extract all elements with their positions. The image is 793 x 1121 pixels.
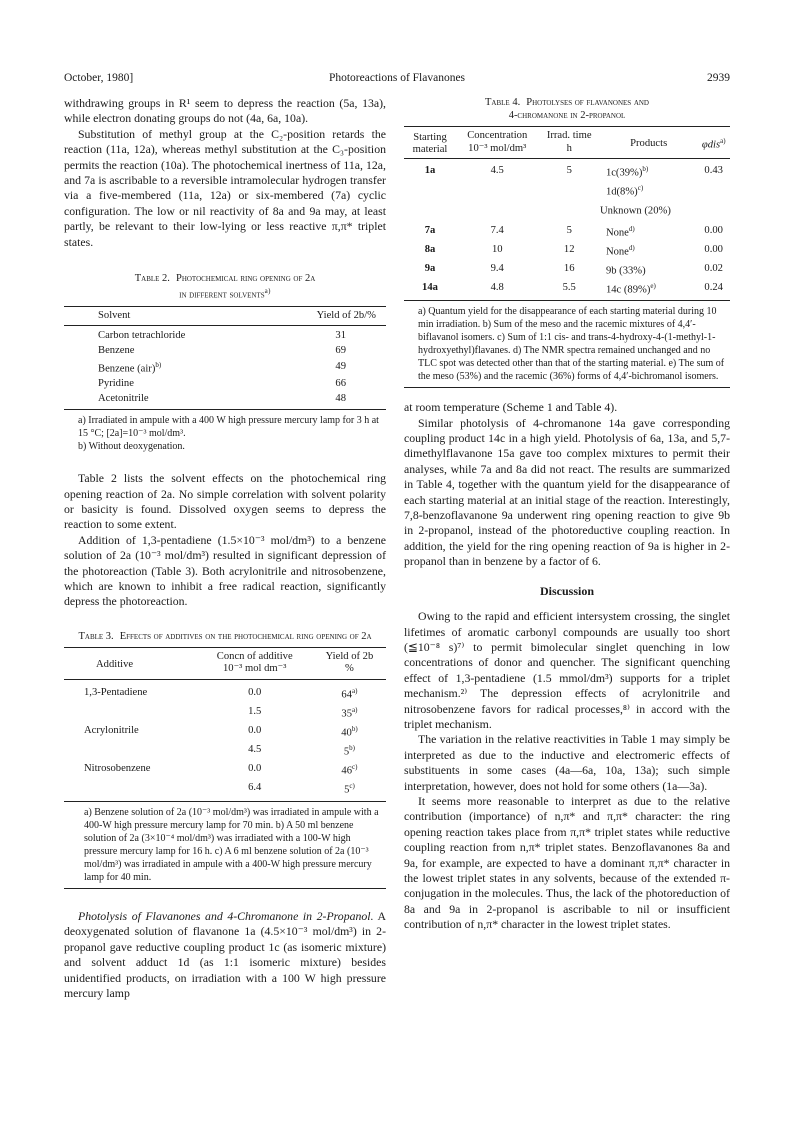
column-header: Starting material (412, 131, 448, 155)
paragraph: withdrawing groups in R¹ seem to depress the reaction (5a, 13a), while electron donating groups do not (4a, 6a, 10a). (64, 96, 386, 126)
table-row: 7a 7.4 5 None$^{d)}$ 0.00 (424, 225, 723, 239)
table-caption-line2: in different solvents$^{a)}$ (179, 287, 271, 301)
table-row: 9a 9.4 16 9b (33%) 0.02 (424, 263, 723, 277)
table-row: 8a 10 12 None$^{d)}$ 0.00 (424, 244, 723, 258)
table-4-grid (404, 126, 730, 301)
table-row: Pyridine 66 (98, 378, 346, 390)
paragraph: Table 2 lists the solvent effects on the photochemical ring opening reaction of 2a. No simple correlation with solvent polarity or basicity is found. Dissolved oxygen seems to depress the reaction to some extent. (64, 471, 386, 532)
paragraph: The variation in the relative reactivities in Table 1 may simply be interpreted as due to the inductive and electromeric effects of substituents in some cases (4a—6a, 10a, 13a); such simple interpretation, however, does not hold for some others (1a—3a). (404, 732, 730, 793)
table-row: Benzene 69 (98, 344, 346, 356)
section-heading: Discussion (539, 583, 595, 598)
column-unit: 10⁻³ mol dm⁻³ (223, 663, 287, 675)
column-header: Products (630, 137, 668, 149)
table-caption-line2: 4-chromanone in 2-propanol (508, 110, 626, 121)
table-footnotes: a) Quantum yield for the disappearance of each starting material during 10 min irradiation. b) Sum of the meso and the racemic mixtures of 4,4′-biflavanol isomers. c) Sum of 1:1 cis- and trans-4-hydroxy-4-(1-methyl-1-hydroxyethyl)flavanes. d) The NMR spectra remained unchanged and no TLC spot was detected other than that of the starting material. e) The sum of the meso (53%) and the racemic (36%) forms of 4,4′-bichromanol isomers. (404, 305, 730, 388)
page-number: 2939 (707, 72, 730, 84)
column-unit: h (566, 142, 572, 154)
table-row: Unknown (20%) (599, 205, 671, 217)
subsection-title: Photolysis of Flavanones and 4-Chromanone in 2-Propanol. (78, 908, 374, 923)
column-header: Additive (96, 658, 134, 670)
paragraph: It seems more reasonable to interpret as due to the relative contribution (importance) of n,π* and π,π* character: the ring opening reaction takes place from π,π* triplet states while reductive coupling reaction from n,π* triplet states. Benzoflavanones 8a and 9a, for example, are expected to have a dominant π,π* character in the lowest triplet states in any solvents, because of the extended π-conjugation in the molecules. Thus, the lack of the photoreduction of 8a and 9a in 2-propanol is ascribable to nil or insufficient contribution of n,π* character in the lowest triplet states. (404, 793, 730, 932)
header-title: Photoreactions of Flavanones (328, 72, 466, 84)
table-row: 1.5 35$^{a)}$ (248, 705, 358, 720)
table-row: Benzene (air)$^{b)}$ 49 (98, 361, 346, 375)
column-header: Solvent (98, 309, 131, 321)
column-header: Concn of additive (216, 650, 293, 662)
paragraph: at room temperature (Scheme 1 and Table 4). (404, 400, 618, 415)
table-row: Acetonitrile 48 (64, 392, 386, 410)
paragraph: Similar photolysis of 4-chromanone 14a gave corresponding coupling product 14c in a high yield. Photolysis of 6a, 13a, and 5,7-dimethylflavanone 15a gave too complex mixtures to permit their analyses, while 7a and 8a did not react. The results are summarized in Table 4, together with the quantum yield for the disappearance of each starting material at an initial stage of the reaction. Interestingly, 7,8-benzoflavanone 9a underwent ring opening reaction to give 9b in 2-propanol, instead of the photoreductive coupling reaction. In addition, the yield for the ring opening reaction of 9a is higher in 2-propanol than in benzene by a factor of 6. (404, 415, 730, 569)
column-header: Yield of 2b (325, 650, 374, 662)
column-header: Yield of 2b/% (316, 309, 376, 321)
left-column (64, 96, 386, 1001)
table-row: 1,3-Pentadiene 0.0 64$^{a)}$ (84, 686, 358, 701)
table-caption: Table 2. Photochemical ring opening of 2a (134, 273, 316, 285)
right-column (404, 96, 730, 933)
table-caption: Table 4. Photolyses of flavanones and (485, 97, 649, 108)
column-unit: 10⁻³ mol/dm³ (468, 142, 527, 154)
paragraph: Photolysis of Flavanones and 4-Chromanone in 2-Propanol. A deoxygenated solution of flavanone 1a (4.5×10⁻³ mol/dm³) in 2-propanol gave reductive coupling product 1c (as isomeric mixture) and solvent adduct 1d (as 1:1 isomeric mixture) besides unidentified products, on irradiation with a 100 W high pressure mercury lamp (64, 908, 386, 1000)
table-3-grid (64, 647, 386, 802)
paragraph: Addition of 1,3-pentadiene (1.5×10⁻³ mol/dm³) to a benzene solution of 2a (10⁻³ mol/dm³) resulted in significant depression of the photoreaction (Table 3). Both acrylonitrile and nitrosobenzene, which are known to inhibit a free radical reaction, significantly depress the photoreaction. (64, 532, 386, 609)
table-row: 1a 4.5 5 $1c(39\%)^{b)}$ 0.43 (424, 165, 723, 179)
table-footnotes: a) Benzene solution of 2a (10⁻³ mol/dm³) was irradiated in ampule with a 400-W high pressure mercury lamp for 70 min. b) A 50 ml benzene solution of 2a (3×10⁻⁴ mol/dm³) was irradiated with a 100-W high pressure mercury lamp for 16 h. c) A 6 ml benzene solution of 2a (10⁻³ mol/dm³) was irradiated in ampule with a 400-W high pressure mercury lamp for 40 min. (64, 806, 386, 889)
paragraph: Owing to the rapid and efficient intersystem crossing, the singlet lifetimes of aromatic carbonyl compounds are usually too short (≦10⁻⁸ s)⁷⁾ to permit bimolecular singlet quenching in low concentrations of donor and quencher. The significant quenching effect of 1,3-pentadiene (1.5 mmol/dm³) supports for a triplet mechanism.²⁾ The depression effects of acrylonitrile and nitrosobenzene favors for radical processes,⁸⁾ in accord with the triplet mechanism. (404, 609, 730, 731)
table-row: 6.4 5$^{c)}$ (64, 779, 386, 802)
table-3 (64, 630, 386, 889)
table-row: Nitrosobenzene 0.0 46$^{c)}$ (84, 762, 358, 777)
table-4 (404, 96, 730, 388)
paragraph: Substitution of methyl group at the C₂-position retards the reaction (11a, 12a), whereas methyl substitution at the C₃-position permits the reaction (10a). The photochemical inertness of 11a, 12a, and 7a is ascribable to a reversible intramolecular hydrogen transfer via a five-membered (11a, 12a) or six-membered (7a) cyclic configuration. The low or nil reactivity of 8a and 9a may, at least partly, be relevant to their low-lying or less reactive π,π* triplet states. (64, 126, 386, 249)
table-row: 4.5 5$^{b)}$ (248, 743, 356, 758)
table-row: $1d(8\%)^{c)}$ (605, 184, 644, 198)
header-date: October, 1980] (64, 72, 134, 84)
table-row: Acrylonitrile 0.0 40$^{b)}$ (84, 724, 358, 739)
table-footnotes: a) Irradiated in ampule with a 400 W high pressure mercury lamp for 3 h at 15 °C; [2a]=10⁻³ mol/dm³. b) Without deoxygenation. (78, 415, 379, 453)
table-2 (64, 272, 386, 453)
table-caption: Table 3. Effects of additives on the photochemical ring opening of 2a (78, 630, 372, 642)
column-unit: % (345, 663, 354, 675)
table-2-grid (64, 306, 386, 411)
column-header: Concentration (467, 130, 528, 141)
column-header: Irrad. time (546, 130, 592, 141)
table-row: 14a 4.8 5.5 14c $(89\%)^{e)}$ 0.24 (404, 279, 730, 301)
column-header: φdis$^{a)}$ (701, 137, 726, 152)
table-row: Carbon tetrachloride 31 (98, 330, 346, 342)
